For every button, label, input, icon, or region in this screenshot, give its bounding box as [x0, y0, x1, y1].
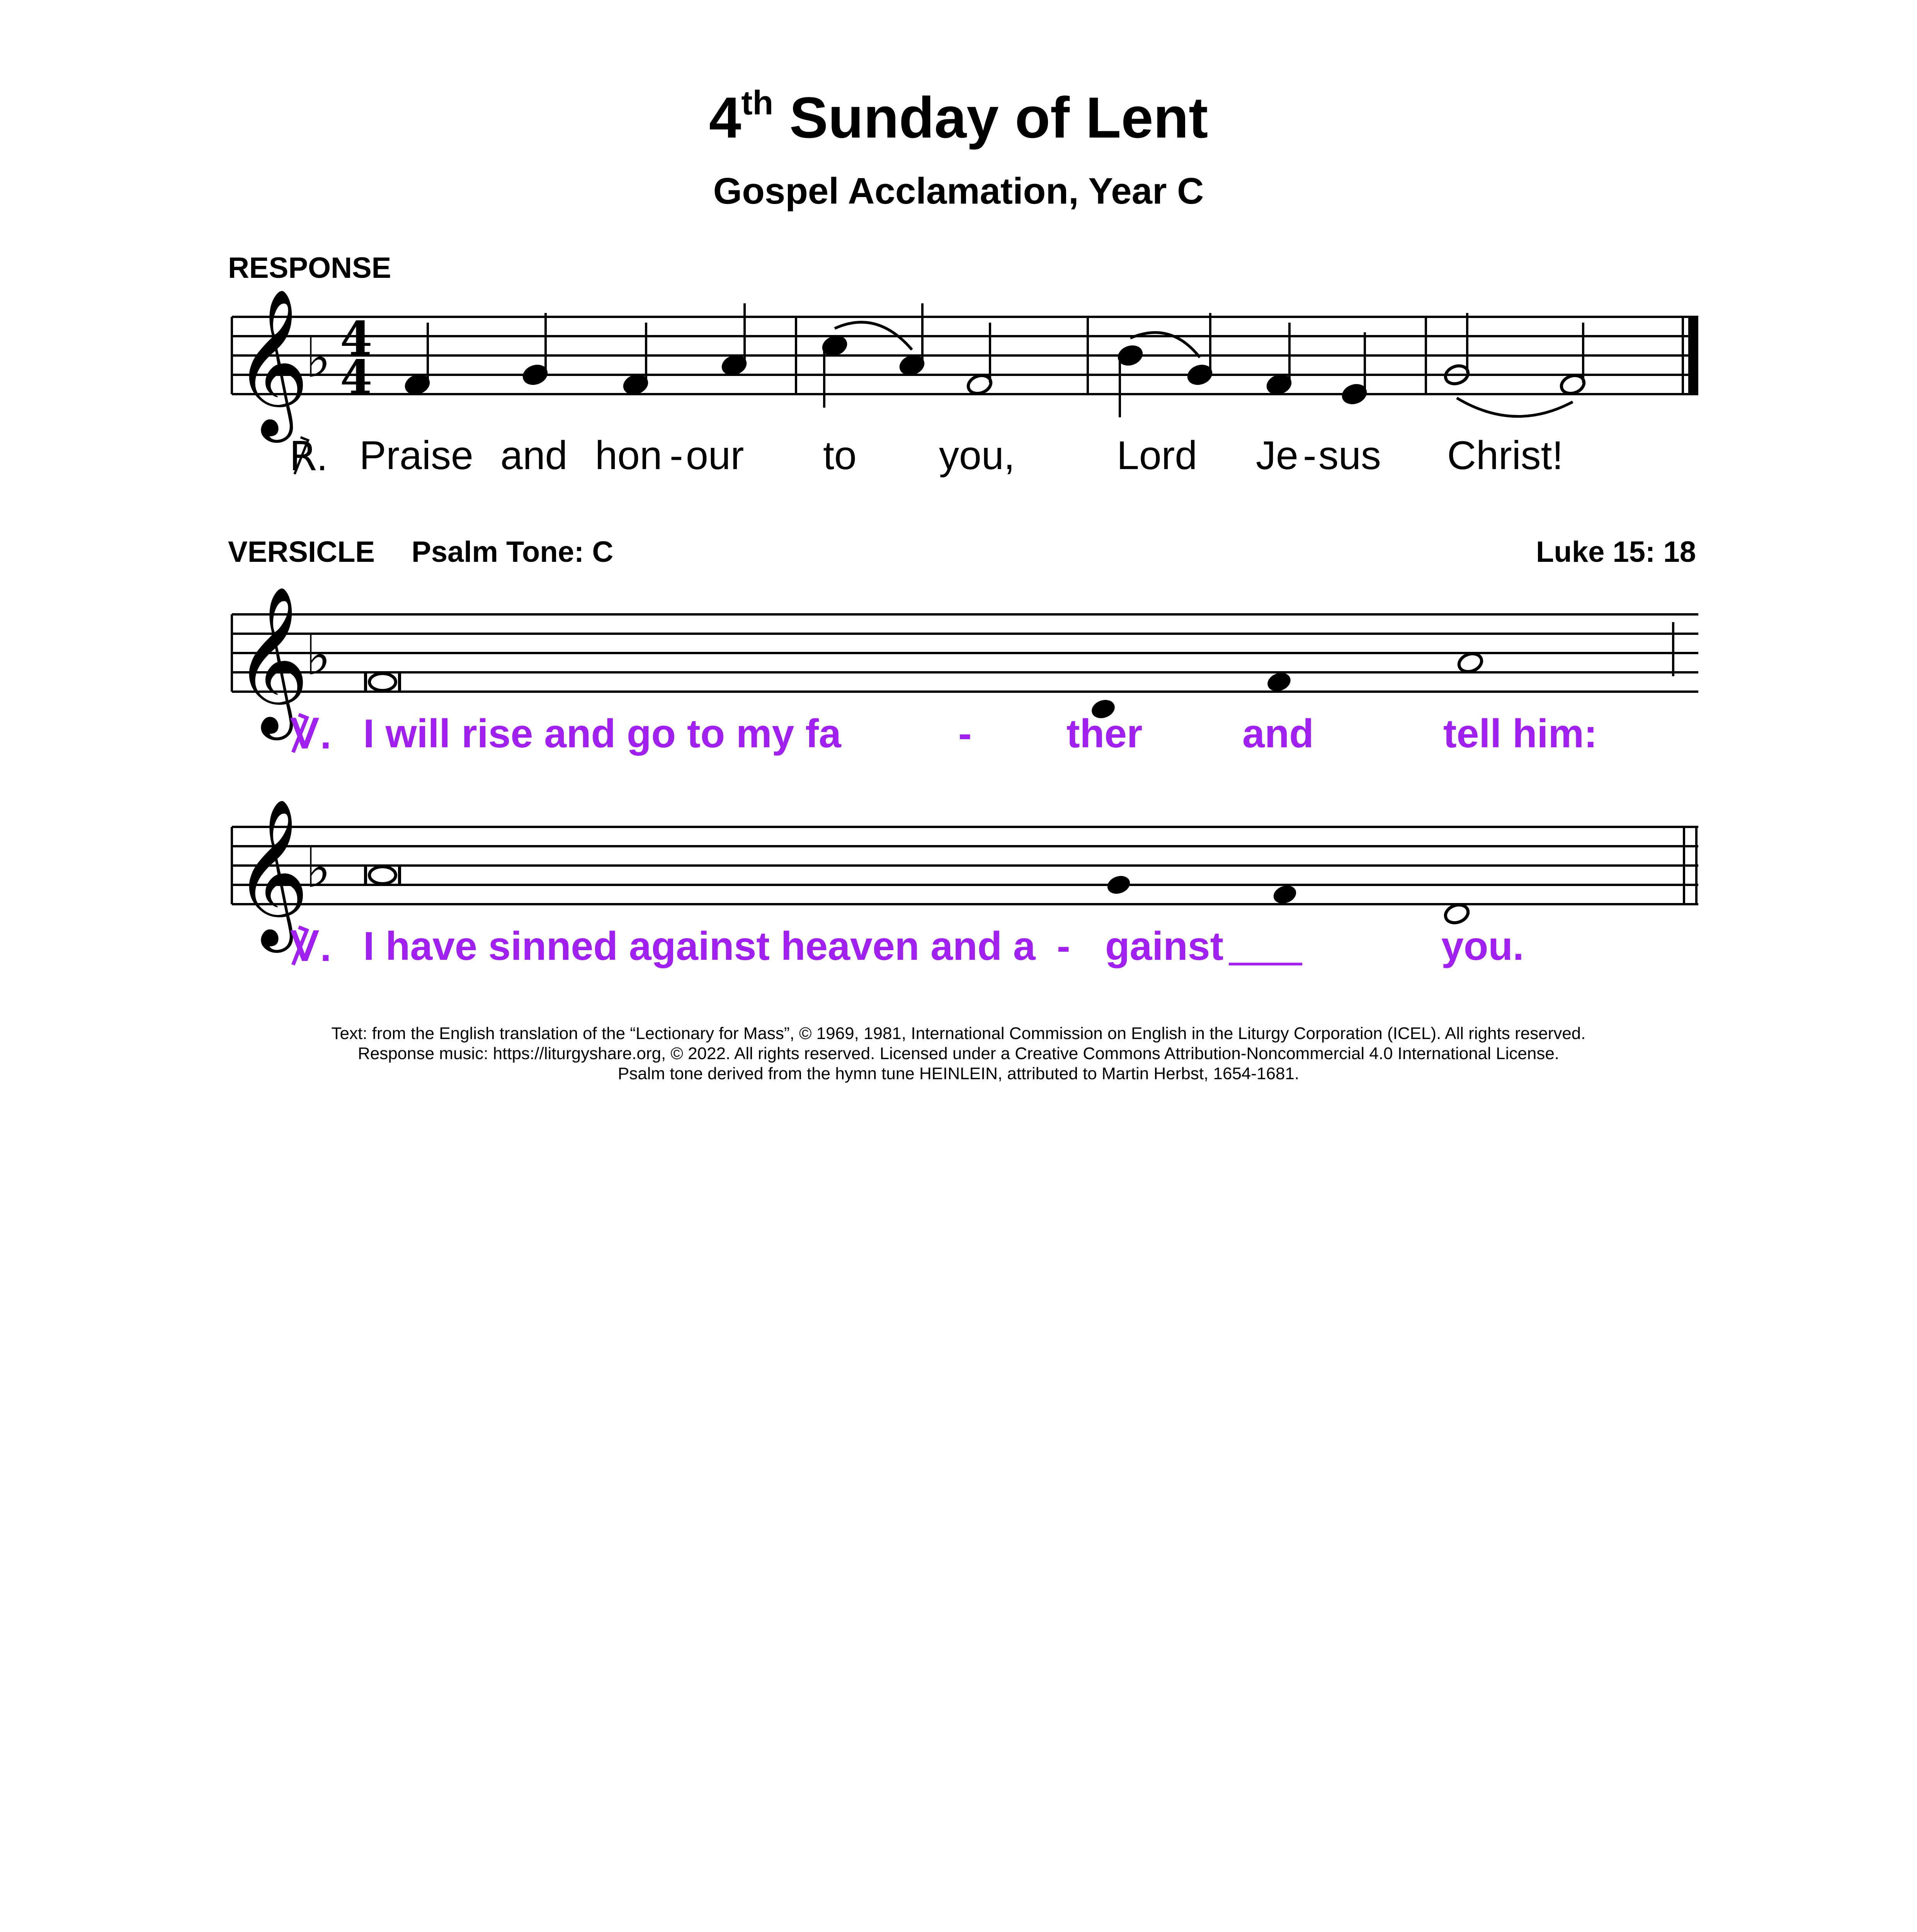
footer-tone-credit: Psalm tone derived from the hymn tune HEINLEIN, attributed to Martin Herbst, 1654-1681. — [617, 1064, 1300, 1083]
psalm-tone-label: Psalm Tone: C — [412, 536, 614, 568]
lyric-syllable: and — [1242, 711, 1314, 756]
response-heading: RESPONSE — [228, 252, 391, 284]
lyric-syllable: Lord — [1117, 433, 1197, 478]
lyric-syllable: you. — [1441, 924, 1524, 969]
flat-icon: ♭ — [305, 327, 331, 390]
lyric-syllable: tell him: — [1443, 711, 1597, 756]
lyric-syllable: you, — [939, 433, 1015, 478]
footer-copyright-text: Text: from the English translation of the “Lectionary for Mass”, © 1969, 1981, International Commission on English in the Liturgy Corporation (ICEL). All rights reserved. — [331, 1024, 1586, 1043]
lyric-hyphen: - — [958, 711, 972, 756]
versicle-symbol: ℣. — [290, 713, 332, 757]
page-title: 4th Sunday of Lent — [709, 83, 1208, 150]
reciting-breve — [366, 865, 400, 886]
lyric-syllable: and — [500, 433, 568, 478]
lyric-hyphen: - — [1057, 924, 1070, 969]
flat-icon: ♭ — [305, 837, 331, 900]
treble-clef-icon: 𝄞 — [234, 287, 310, 436]
lyric-syllable: hon — [595, 433, 662, 478]
lyric-syllable: to — [823, 433, 857, 478]
response-notes — [403, 303, 1368, 417]
versicle-symbol: ℣. — [290, 925, 332, 970]
time-signature-bottom: 4 — [340, 350, 373, 405]
lyric-syllable: Je — [1256, 433, 1298, 478]
treble-clef-icon: 𝄞 — [234, 798, 310, 946]
lyric-hyphen: - — [670, 433, 683, 478]
reciting-breve — [366, 672, 400, 692]
lyric-syllable: gainst — [1105, 924, 1224, 969]
treble-clef-icon: 𝄞 — [234, 585, 310, 733]
lyric-syllable: Christ! — [1447, 433, 1563, 478]
versicle-1-half-note — [1456, 651, 1484, 675]
lyric-syllable: our — [686, 433, 744, 478]
footer-music-credit: Response music: https://liturgyshare.org, © 2022. All rights reserved. Licensed under a Creative Commons Attribution-Noncommercial 4.0 International License. — [357, 1044, 1560, 1063]
versicle-2-half-note — [1443, 902, 1470, 926]
lyric-syllable: Praise — [359, 433, 473, 478]
versicle-staff-2 — [232, 827, 1698, 904]
scripture-reference: Luke 15: 18 — [1536, 536, 1696, 568]
versicle-reciting-text: I will rise and go to my fa — [363, 711, 841, 756]
versicle-staff-1 — [232, 614, 1698, 692]
lyric-syllable: sus — [1318, 433, 1381, 478]
page-subtitle: Gospel Acclamation, Year C — [713, 170, 1204, 212]
lyric-hyphen: - — [1303, 433, 1317, 478]
flat-icon: ♭ — [305, 624, 331, 687]
versicle-reciting-text: I have sinned against heaven and a — [363, 924, 1036, 969]
response-staff — [232, 317, 1698, 394]
versicle-2-notes — [1105, 873, 1298, 906]
time-signature-top: 4 — [340, 311, 373, 366]
lyric-syllable: ther — [1067, 711, 1143, 756]
response-symbol: ℟. — [289, 434, 328, 479]
versicle-heading: VERSICLE — [228, 536, 375, 568]
